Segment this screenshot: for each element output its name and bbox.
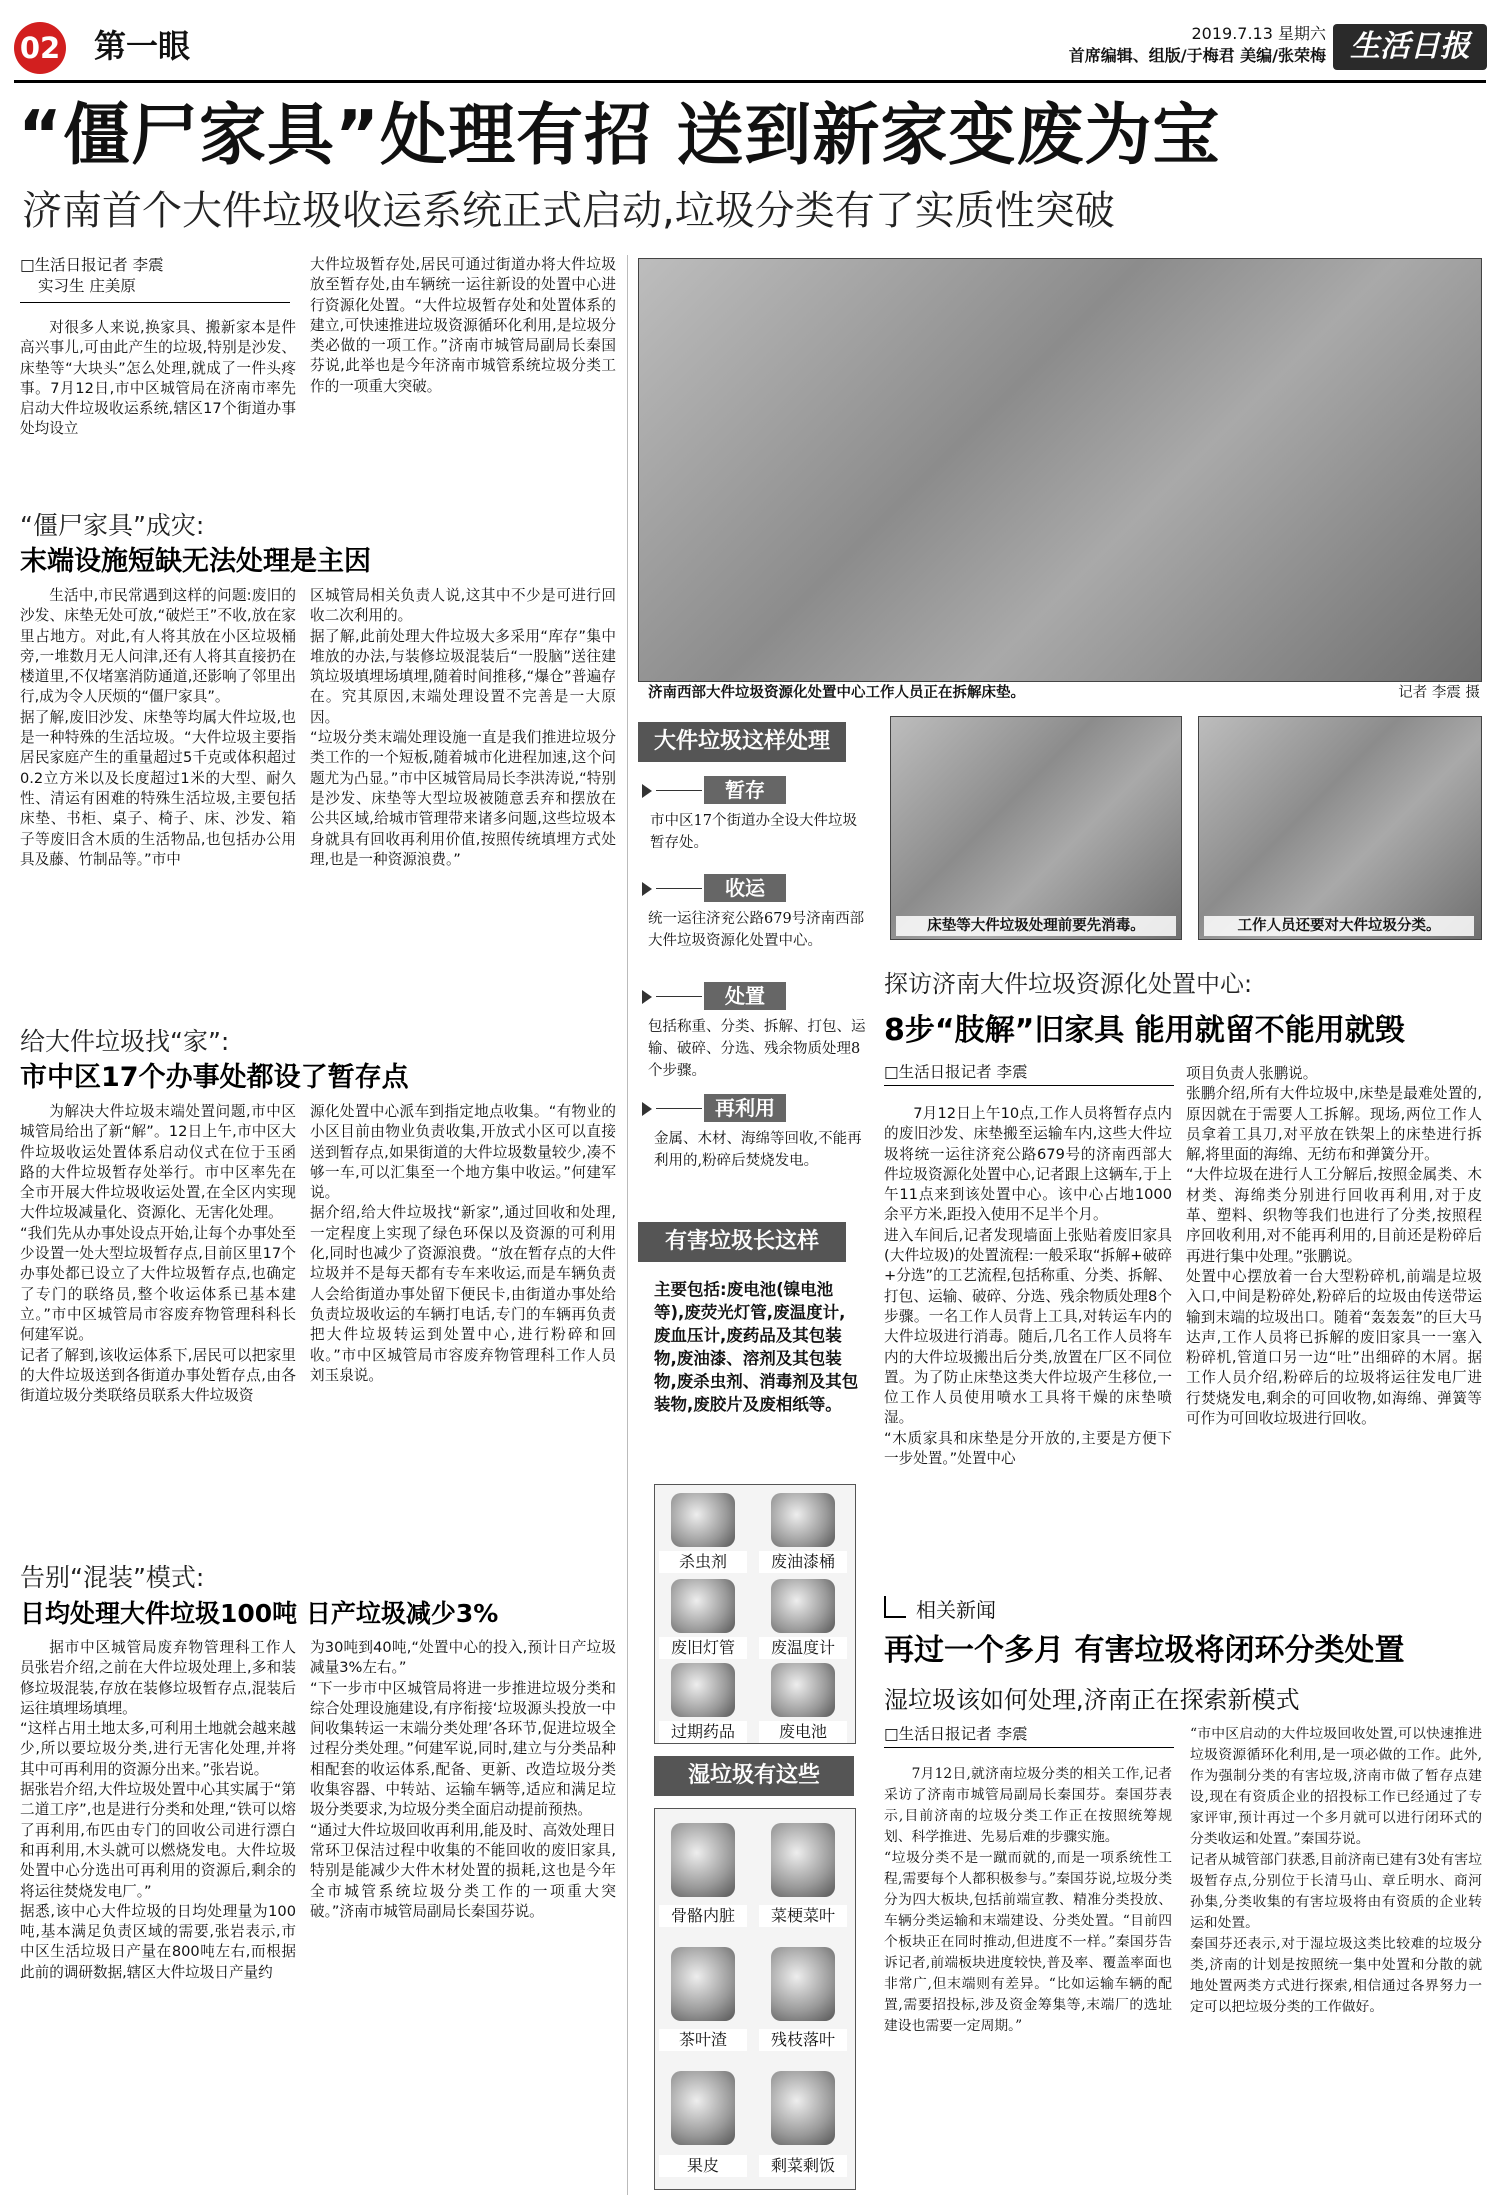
process-sidebar [638, 716, 874, 1188]
sorting-photo-caption: 工作人员还要对大件垃圾分类。 [1204, 916, 1474, 936]
wet-item [759, 1817, 847, 1927]
disinfect-photo [890, 716, 1182, 940]
hazard-item-label: 废油漆桶 [759, 1551, 847, 1573]
brand-logo: 生活日报 [1333, 24, 1487, 70]
step-text: 市中区17个街道办全设大件垃圾暂存处。 [650, 813, 857, 851]
hazard-item [659, 1487, 747, 1573]
wet-icon-grid [654, 1808, 856, 2190]
section3-kicker: 告别“混装”模式: [20, 1563, 205, 1592]
vegetable-leaf-icon [771, 1823, 835, 1897]
lead-paragraph-col2: 大件垃圾暂存处,居民可通过街道办将大件垃圾放至暂存处,由车辆统一运往新设的处置中心进行资源化处置。“大件垃圾暂存处和处置体系的建立,可快速推进垃圾资源循环化利用,是垃圾分类必做的一项工作。”济南市城管局副局长秦国芬说,此举也是今年济南市城管系统垃圾分类工作的一项重大突破。 [310, 256, 616, 395]
related-news-marker [884, 1596, 906, 1618]
byline-intern: 实习生 庄美原 [38, 277, 136, 295]
paint-bucket-icon [771, 1493, 835, 1547]
hazard-item-label: 废旧灯管 [659, 1637, 747, 1659]
section3-heading: 日均处理大件垃圾100吨 日产垃圾减少3% [20, 1599, 499, 1628]
page-number-badge: 02 [14, 22, 66, 74]
related-col2: “市中区启动的大件垃圾回收处置,可以快速推进垃圾资源循环化利用,是一项必做的工作。此外,作为强制分类的有害垃圾,济南市做了暂存点建设,现在有资质企业的招投标工作已经通过了专家评审,预计再过一个多月就可以进行闭环式的分类收运和处置。”秦国芬说。 记者从城管部门获悉,目前济南已建有3处有害垃圾暂存点,分别位于长清马山、章丘明水、商河孙集,分类收集的有害垃圾将由有资质的企业转运和处置。 秦国芬还表示,对于湿垃圾这类比较难的垃圾分类,济南的计划是按照统一集中处置和分散的就地处置两类方式进行探索,相信通过各界努力一定可以把垃圾分类的工作做好。 [1190, 1726, 1482, 2015]
step-text: 金属、木材、海绵等回收,不能再利用的,粉碎后焚烧发电。 [654, 1131, 862, 1169]
step-tag: 收运 [704, 874, 786, 902]
step-1 [638, 776, 874, 872]
step-line [656, 888, 702, 889]
page-header [0, 0, 1500, 72]
wet-item [659, 1817, 747, 1927]
feature-col1: 7月12日上午10点,工作人员将暂存点内的废旧沙发、床垫搬至运输车内,这些大件垃圾将统一运往济兖公路679号的济南西部大件垃圾资源化处置中心,记者跟上这辆车,于上午11点来到该处置中心。该中心占地1000余平方米,距投入使用不足半个月。 进入车间后,记者发现墙面上张贴着废旧家具(大件垃圾)的处置流程:一般采取“拆解+破碎+分选”的工艺流程,包括称重、分类、拆解、打包、运输、破碎、分选、残余物质处理8个步骤。一名工作人员背上工具,对转运车内的大件垃圾进行消毒。随后,几名工作人员将车内的大件垃圾搬出后分类,放置在厂区不同位置。为了防止床垫这类大件垃圾产生移位,一位工作人员使用喷水工具将干燥的床垫喷湿。 “木质家具和床垫是分开放的,主要是方便下一步处置。”处置中心 [884, 1105, 1172, 1468]
article-byline [20, 255, 300, 297]
hazard-item-label: 废温度计 [759, 1637, 847, 1659]
section2-col1: 为解决大件垃圾末端处置问题,市中区城管局给出了新“解”。12日上午,市中区大件垃圾收运处置体系启动仪式在位于玉函路的大件垃圾暂存处举行。市中区率先在全市开展大件垃圾收运处置,在全区内实现大件垃圾减量化、资源化、无害化处理。 “我们先从办事处设点开始,让每个办事处至少设置一处大型垃圾暂存点,目前区里17个办事处都已设立了大件垃圾暂存点,也确定了专门的联络员,整个收运体系已基本建立。”市中区城管局市容废弃物管理科科长何建军说。 记者了解到,该收运体系下,居民可以把家里的大件垃圾送到各街道办事处暂存点,由各街道垃圾分类联络员联系大件垃圾资 [20, 1103, 296, 1405]
lead-paragraph-col1: 对很多人来说,换家具、搬新家本是件高兴事儿,可由此产生的垃圾,特别是沙发、床垫等“大块头”怎么处理,就成了一件头疼事。7月12日,市中区城管局在济南市率先启动大件垃圾收运系统,辖区17个街道办事处均设立 [20, 319, 296, 438]
related-heading: 再过一个多月 有害垃圾将闭环分类处置 [884, 1633, 1405, 1668]
step-4 [638, 1094, 874, 1188]
hazard-icon-grid [654, 1484, 856, 1744]
hazard-item [659, 1657, 747, 1743]
main-photo [638, 258, 1482, 682]
hazard-item-label: 杀虫剂 [659, 1551, 747, 1573]
step-line [656, 996, 702, 997]
thermometer-icon [771, 1579, 835, 1633]
wet-item [659, 1941, 747, 2051]
section3-col1: 据市中区城管局废弃物管理科工作人员张岩介绍,之前在大件垃圾处理上,多和装修垃圾混装,存放在装修垃圾暂存点,混装后运往填埋场填埋。 “这样占用土地太多,可利用土地就会越来越少,所以要垃圾分类,进行无害化处理,并将其中可再利用的资源分出来。”张岩说。 据张岩介绍,大件垃圾处置中心其实属于“第二道工序”,也是进行分类和处理,“铁可以熔了再利用,布匹由专门的回收公司进行漂白和再利用,木头就可以燃烧发电。大件垃圾处置中心分选出可再利用的资源后,剩余的将运往焚烧发电厂。” 据悉,该中心大件垃圾的日均处理量为100吨,基本满足负责区域的需要,张岩表示,市中区生活垃圾日产量在800吨左右,而根据此前的调研数据,辖区大件垃圾日产量约 [20, 1639, 296, 1981]
step-arrow-icon [642, 882, 652, 896]
feature-heading: 8步“肢解”旧家具 能用就留不能用就毁 [884, 1013, 1405, 1048]
fruit-peel-icon [671, 2071, 735, 2145]
main-photo-caption: 济南西部大件垃圾资源化处置中心工作人员正在拆解床垫。 [648, 685, 1025, 701]
wet-garbage-title: 湿垃圾有这些 [654, 1756, 854, 1796]
step-line [656, 1108, 702, 1109]
wet-item-label: 剩菜剩饭 [759, 2155, 847, 2177]
main-subheadline: 济南首个大件垃圾收运系统正式启动,垃圾分类有了实质性突破 [22, 188, 1115, 234]
hazard-item [659, 1573, 747, 1659]
insecticide-icon [671, 1493, 735, 1547]
feature-byline: □生活日报记者 李震 [884, 1063, 1028, 1081]
header-rule [14, 80, 1486, 83]
hazard-sidebar-title: 有害垃圾长这样 [638, 1222, 846, 1262]
hazard-description: 主要包括:废电池(镍电池等),废荧光灯管,废温度计,废血压计,废药品及其包装物,废油漆、溶剂及其包装物,废杀虫剂、消毒剂及其包装物,废胶片及废相纸等。 [654, 1280, 859, 1414]
related-byline: □生活日报记者 李震 [884, 1725, 1028, 1743]
byline-reporter: □生活日报记者 李震 [20, 256, 164, 274]
step-2 [638, 874, 874, 984]
process-sidebar-title: 大件垃圾这样处理 [638, 722, 846, 762]
related-subheading: 湿垃圾该如何处理,济南正在探索新模式 [884, 1686, 1300, 1714]
battery-icon [771, 1663, 835, 1717]
hazard-item-label: 过期药品 [659, 1721, 747, 1743]
wet-item-label: 茶叶渣 [659, 2029, 747, 2051]
editors-line: 首席编辑、组版/于梅君 美编/张荣梅 [1068, 46, 1326, 65]
medicine-icon [671, 1663, 735, 1717]
byline-rule [20, 302, 290, 303]
wet-item [659, 2065, 747, 2177]
hazard-sidebar [638, 1222, 874, 1742]
step-arrow-icon [642, 1102, 652, 1116]
wet-item-label: 菜梗菜叶 [759, 1905, 847, 1927]
section3-col2: 为30吨到40吨,“处置中心的投入,预计日产垃圾减量3%左右。” “下一步市中区城管局将进一步推进垃圾分类和综合处理设施建设,有序衔接‘垃圾源头投放一中间收集转运一末端分类处理’各环节,促进垃圾全过程分类处理。”何建军说,同时,建立与分类品种相配套的收运体系,配备、更新、改造垃圾分类收集容器、中转站、运输车辆等,适应和满足垃圾分类要求,为垃圾分类全面启动提前预热。 “通过大件垃圾回收再利用,能及时、高效处理日常环卫保洁过程中收集的不能回收的废旧家具,特别是能减少大件木材处置的损耗,这也是今年全市城管系统垃圾分类工作的一项重大突破。”济南市城管局副局长秦国芬说。 [310, 1639, 616, 1920]
hazard-item-label: 废电池 [759, 1721, 847, 1743]
section1-heading: 末端设施短缺无法处理是主因 [20, 546, 371, 577]
column-divider [627, 255, 628, 2195]
section1-col2: 区城管局相关负责人说,这其中不少是可进行回收二次利用的。 据了解,此前处理大件垃圾大多采用“库存”集中堆放的办法,与装修垃圾混装后“一股脑”送往建筑垃圾填埋场填埋,随着时间推移,“爆仓”普遍存在。究其原因,末端处理设置不完善是一大原因。 “垃圾分类末端处理设施一直是我们推进垃圾分类工作的一个短板,随着城市化进程加速,这个问题尤为凸显。”市中区城管局局长李洪涛说,“特别是沙发、床垫等大型垃圾被随意丢弃和摆放在公共区域,给城市管理带来诸多问题,这些垃圾本身就具有回收再利用价值,按照传统填埋方式处理,也是一种资源浪费。” [310, 587, 616, 868]
section2-heading: 市中区17个办事处都设了暂存点 [20, 1062, 409, 1093]
related-col1: 7月12日,就济南垃圾分类的相关工作,记者采访了济南市城管局副局长秦国芬。秦国芬表示,目前济南的垃圾分类工作正在按照统筹规划、科学推进、先易后难的步骤实施。 “垃圾分类不是一蹴而就的,而是一项系统性工程,需要每个人都积极参与。”秦国芬说,垃圾分类分为四大板块,包括前端宣教、精准分类投放、车辆分类运输和末端建设、分类处置。“目前四个板块正在同时推动,但进度不一样。”秦国芬告诉记者,前端板块进度较快,普及率、覆盖率面也非常广,但末端则有差异。“比如运输车辆的配置,需要招投标,涉及资金筹集等,末端厂的选址建设也需要一定周期。” [884, 1766, 1172, 2034]
wet-garbage-sidebar [638, 1756, 874, 2196]
hazard-item [759, 1573, 847, 1659]
feature-kicker: 探访济南大件垃圾资源化处置中心: [884, 970, 1253, 998]
step-tag: 再利用 [704, 1094, 786, 1122]
main-headline: “僵尸家具”处理有招 送到新家变废为宝 [18, 96, 1221, 174]
disinfect-photo-caption: 床垫等大件垃圾处理前要先消毒。 [896, 916, 1176, 936]
related-byline-rule [884, 1747, 1174, 1748]
main-photo-credit: 记者 李震 摄 [1398, 685, 1480, 701]
fallen-leaves-icon [771, 1947, 835, 2021]
leftover-food-icon [771, 2071, 835, 2145]
section-name: 第一眼 [94, 27, 191, 65]
step-3 [638, 982, 874, 1104]
step-text: 统一运往济兖公路679号济南西部大件垃圾资源化处置中心。 [648, 911, 865, 949]
tea-leaves-icon [671, 1947, 735, 2021]
feature-col2: 项目负责人张鹏说。 张鹏介绍,所有大件垃圾中,床垫是最难处置的,原因就在于需要人工拆解。现场,两位工作人员拿着工具刀,对平放在铁架上的床垫进行拆解,将里面的海绵、无纺布和弹簧分开。 “大件垃圾在进行人工分解后,按照金属类、木材类、海绵类分别进行回收再利用,对于皮革、塑料、织物等我们也进行了分类,按照程序回收利用,对不能再利用的,目前还是粉碎后再进行集中处理。”张鹏说。 处置中心摆放着一台大型粉碎机,前端是垃圾入口,中间是粉碎处,粉碎后的垃圾由传送带运输到末端的垃圾出口。随着“轰轰轰”的巨大马达声,工作人员将已拆解的废旧家具一一塞入粉碎机,管道口另一边“吐”出细碎的木屑。据工作人员介绍,粉碎后的垃圾将运往发电厂进行焚烧发电,剩余的可回收物,如海绵、弹簧等可作为可回收垃圾进行回收。 [1186, 1065, 1482, 1428]
step-line [656, 790, 702, 791]
step-text: 包括称重、分类、拆解、打包、运输、破碎、分选、残余物质处理8个步骤。 [648, 1019, 866, 1079]
hazard-item [759, 1657, 847, 1743]
section1-kicker: “僵尸家具”成灾: [20, 511, 205, 540]
date-line: 2019.7.13 星期六 [1191, 24, 1326, 43]
bone-icon [671, 1823, 735, 1897]
step-arrow-icon [642, 784, 652, 798]
light-tube-icon [671, 1579, 735, 1633]
section1-col1: 生活中,市民常遇到这样的问题:废旧的沙发、床垫无处可放,“破烂王”不收,放在家里占地方。对此,有人将其放在小区垃圾桶旁,一堆数月无人问津,还有人将其直接扔在楼道里,不仅堵塞消防通道,还影响了邻里出行,成为令人厌烦的“僵尸家具”。 据了解,废旧沙发、床垫等均属大件垃圾,也是一种特殊的生活垃圾。“大件垃圾主要指居民家庭产生的重量超过5千克或体积超过0.2立方米以及长度超过1米的大型、耐久性、清运有困难的特殊生活垃圾,主要包括床垫、书柜、桌子、椅子、床、沙发、箱子等废旧含木质的生活物品,也包括办公用具及藤、竹制品等。”市中 [20, 587, 296, 868]
wet-item [759, 2065, 847, 2177]
hazard-item [759, 1487, 847, 1573]
wet-item-label: 残枝落叶 [759, 2029, 847, 2051]
step-tag: 暂存 [704, 776, 786, 804]
feature-byline-rule [884, 1085, 1174, 1086]
related-news-label: 相关新闻 [916, 1598, 996, 1622]
step-arrow-icon [642, 990, 652, 1004]
wet-item-label: 骨骼内脏 [659, 1905, 747, 1927]
section2-col2: 源化处置中心派车到指定地点收集。“有物业的小区目前由物业负责收集,开放式小区可以直接送到暂存点,如果街道的大件垃圾数量较少,凑不够一车,可以汇集至一个地方集中收运。”何建军说。 据介绍,给大件垃圾找“新家”,通过回收和处理,一定程度上实现了绿色环保以及资源的可利用化,同时也减少了资源浪费。“放在暂存点的大件垃圾并不是每天都有专车来收运,而是车辆负责人会给街道办事处留下便民卡,由街道办事处给负责垃圾收运的车辆打电话,专门的车辆再负责把大件垃圾转运到处置中心,进行粉碎和回收。”市中区城管局市容废弃物管理科工作人员刘玉泉说。 [310, 1103, 616, 1384]
wet-item-label: 果皮 [659, 2155, 747, 2177]
step-tag: 处置 [704, 982, 786, 1010]
sorting-photo [1198, 716, 1482, 940]
section2-kicker: 给大件垃圾找“家”: [20, 1027, 230, 1056]
wet-item [759, 1941, 847, 2051]
